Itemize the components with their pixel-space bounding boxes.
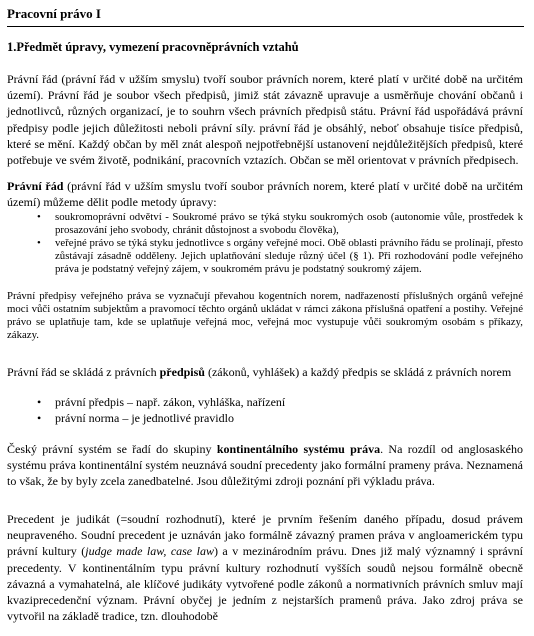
list-item <box>7 237 523 276</box>
bullet-icon: • <box>37 211 41 223</box>
bold-term: předpisů <box>159 365 205 379</box>
paragraph-precedent <box>7 511 523 624</box>
paragraph-text: (právní řád v užším smyslu tvoří soubor právních norem, které platí v určité době na určitém území) můžeme dělit podle metody úpravy: <box>7 179 523 210</box>
paragraph-legal-order: Právní řád (právní řád v užším smyslu) tvoří soubor právních norem, které platí v určité době na určitém území). Právní řád je soubor všech předpisů, jimiž stát závazně upravuje a usměrňuje chování občanů i jednotlivců, různých organizací, je to souhrn všech právních předpisů státu. Právní řád uspořádává právní předpisy podle jejich důležitosti neboli právní síly. právní řád je obsáhlý, neboť obsahuje tisíce předpisů, které se mění. Každý občan by měl znát alespoň nejpotřebnější ustanovení nejdůležitějších předpisů, které potřebuje ve svém životě, podnikání, pracovních vztazích. Občan se měl orientovat v právních předpisech. <box>7 72 523 168</box>
paragraph-text: Precedent je judikát (=soudní rozhodnutí), které je prvním řešením daného případu, dosud právem neupraveného. Soudní precedent je uznáván jako formálně závazný pramen práva v angloamerickém typu právní kultury ( <box>7 512 523 559</box>
bullet-icon: • <box>37 237 41 249</box>
paragraph-text: Český právní systém se řadí do skupiny <box>7 442 217 456</box>
list-item-text: veřejné právo se týká styku jednotlivce s orgány veřejné moci. Obě oblasti právního řádu se prolínají, přesto zůstávají zásadně odděleny. Jejich uplatňování sleduje různý účel (§ 1). Při rozhodování podle veřejného práva je podstatný veřejný zájem, v soukromém právu je podstatný soukromý zájem. <box>55 237 523 275</box>
list-item <box>7 211 523 237</box>
regulation-types-list <box>7 394 523 426</box>
list-item-text: soukromoprávní odvětví - Soukromé právo se týká styku soukromých osob (autonomie vůle, prostředek k prosazování jeho svobody, chránit důstojnost a svobodu člověka), <box>55 211 523 236</box>
paragraph-regulations <box>7 364 523 380</box>
list-item-text: právní norma – je jednotlivé pravidlo <box>55 411 234 425</box>
bold-term: Právní řád <box>7 179 64 193</box>
paragraph-text: . Na rozdíl od anglosaského systému práva kontinentální systém neuznává soudní precedenty jako formální prameny práva. Neznamená to však, že by byly zcela zanedbatelné. Jsou důležitými zdroji poznání při výkladu práva. <box>7 442 523 489</box>
page-title: Pracovní právo I <box>7 6 101 21</box>
paragraph-legal-order-division <box>7 178 523 210</box>
bullet-icon: • <box>37 395 42 409</box>
paragraph-text: Právní řád se skládá z právních <box>7 365 160 379</box>
law-branches-list <box>7 211 523 276</box>
title-bar <box>7 5 524 27</box>
paragraph-text: ) a v mezinárodním právu. Dnes již malý významný i správní precedenty. V kontinentálním typu právní kultury rozhodnutí vyšších soudů nejsou formálně obecně závazná a vymahatelná, ale klíčové judikáty vytvořené podle zákonů a normativních právních smluv mají kvaziprecedenční význam. Právní obyčej je jedním z nejstarších pramenů práva. Jako zdroj práva se vytvořil na základě tradice, tzn. dlouhodobě <box>7 544 523 624</box>
list-item <box>7 394 523 410</box>
section-heading: 1.Předmět úpravy, vymezení pracovněprávních vztahů <box>7 40 299 54</box>
bullet-icon: • <box>37 411 42 425</box>
list-item-text: právní předpis – např. zákon, vyhláška, nařízení <box>55 395 286 409</box>
paragraph-continental-system <box>7 441 523 490</box>
italic-term: judge made law, case law <box>85 544 214 559</box>
list-item <box>7 410 523 426</box>
bold-term: kontinentálního systému práva <box>216 442 381 456</box>
paragraph-public-law: Právní předpisy veřejného práva se vyznačují převahou kogentních norem, nadřazeností příslušných orgánů veřejné moci vůči ostatním subjektům a pravomocí těchto orgánů ukládat v rámci zákona příslušná opatření a postihy. Veřejné právo se uplatňuje tam, kde se uplatňuje veřejná moc, veřejná moc vystupuje vůči soukromým osobám s příkazy, zákazy. <box>7 290 523 341</box>
paragraph-text: (zákonů, vyhlášek) a každý předpis se skládá z právních norem <box>204 365 512 379</box>
